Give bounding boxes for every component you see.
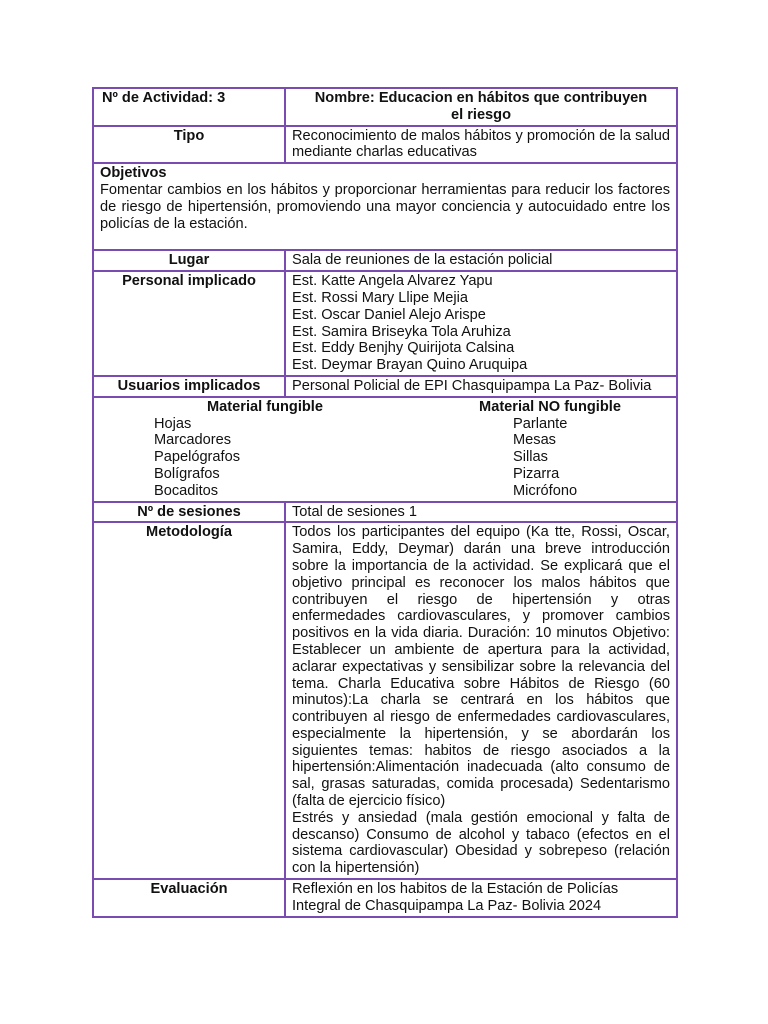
material-fungible-list — [100, 416, 410, 500]
list-item: Pizarra — [513, 465, 560, 482]
material-no-fungible-list — [410, 416, 670, 500]
lugar-row — [93, 250, 677, 271]
list-item: Micrófono — [513, 482, 578, 499]
metodologia-paragraph-2: Estrés y ansiedad (mala gestión emocional y falta de descanso) Consumo de alcohol y tabaco (efectos en el sistema cardiovascular) Obesidad y sobrepeso (relación con la hipertensión) — [292, 809, 670, 877]
material-columns — [100, 399, 670, 500]
evaluacion-value: Reflexión en los habitos de la Estación de Policías Integral de Chasquipampa La Paz- Bolivia 2024 — [285, 879, 677, 917]
evaluacion-label: Evaluación — [93, 879, 285, 917]
activity-table — [92, 87, 678, 918]
material-fungible-column — [100, 399, 410, 500]
activity-name-line2: el riesgo — [450, 106, 512, 123]
list-item: Marcadores — [154, 432, 232, 449]
list-item: Hojas — [154, 415, 192, 432]
material-cell — [93, 397, 677, 502]
objetivos-label: Objetivos — [100, 165, 167, 182]
activity-name-cell — [285, 88, 677, 126]
metodologia-paragraph-1: Todos los participantes del equipo (Ka tte, Rossi, Oscar, Samira, Eddy, Deymar) darán una breve introducción sobre la importancia de la actividad. Se explicará que el objetivo principal es reconocer los malos hábitos que contribuyen el riesgo de hipertensión y otras enfermedades cardiovasculares, y promover cambios positivos en la vida diaria. Duración: 10 minutos Objetivo: Establecer un ambiente de apertura para la actividad, aclarar expectativas y sensibilizar sobre la relevancia del tema. Charla Educativa sobre Hábitos de Riesgo (60 minutos):La charla se centrará en los hábitos que contribuyen al riesgo de enfermedades cardiovasculares, especialmente la hipertensión, y se abordarán los siguientes temas: habitos de riesgo asociados a la hipertensión:Alimentación inadecuada (alto consumo de sal, grasas saturadas, comida procesada) Sedentarismo (falta de ejercicio físico) — [292, 524, 670, 810]
tipo-value: Reconocimiento de malos hábitos y promoción de la salud mediante charlas educativas — [285, 126, 677, 164]
lugar-value: Sala de reuniones de la estación policial — [285, 250, 677, 271]
material-no-fungible-column — [410, 399, 670, 500]
activity-sheet — [92, 87, 676, 918]
lugar-label: Lugar — [93, 250, 285, 271]
personal-label: Personal implicado — [93, 271, 285, 376]
tipo-label: Tipo — [93, 126, 285, 164]
list-item: Est. Katte Angela Alvarez Yapu — [292, 273, 493, 290]
list-item: Bolígrafos — [154, 465, 220, 482]
list-item: Sillas — [513, 449, 548, 466]
material-row — [93, 397, 677, 502]
list-item: Est. Rossi Mary Llipe Mejia — [292, 289, 468, 306]
list-item: Est. Deymar Brayan Quino Aruquipa — [292, 357, 528, 374]
list-item: Mesas — [513, 432, 556, 449]
activity-number: Nº de Actividad: 3 — [93, 88, 285, 126]
usuarios-value: Personal Policial de EPI Chasquipampa La Paz- Bolivia — [285, 376, 677, 397]
list-item: Est. Oscar Daniel Alejo Arispe — [292, 306, 486, 323]
sesiones-row — [93, 502, 677, 523]
material-fungible-label: Material fungible — [207, 398, 323, 415]
list-item: Parlante — [513, 415, 568, 432]
list-item: Est. Eddy Benjhy Quirijota Calsina — [292, 340, 515, 357]
evaluacion-row — [93, 879, 677, 917]
objetivos-text: Fomentar cambios en los hábitos y proporcionar herramientas para reducir los factores de riesgo de hipertensión, promoviendo una mayor conciencia y autocuidado entre los policías de la estación. — [100, 181, 670, 232]
metodologia-cell — [285, 522, 677, 879]
list-item: Papelógrafos — [154, 449, 241, 466]
material-no-fungible-label: Material NO fungible — [479, 398, 621, 415]
tipo-row — [93, 126, 677, 164]
sesiones-label: Nº de sesiones — [93, 502, 285, 523]
list-item: Est. Samira Briseyka Tola Aruhiza — [292, 323, 511, 340]
personal-list — [285, 271, 677, 376]
usuarios-row — [93, 376, 677, 397]
header-row — [93, 88, 677, 126]
objetivos-cell — [93, 163, 677, 250]
list-item: Bocaditos — [154, 482, 219, 499]
usuarios-label: Usuarios implicados — [93, 376, 285, 397]
activity-name-line1: Nombre: Educacion en hábitos que contribuyen — [314, 90, 648, 106]
personal-row — [93, 271, 677, 376]
sesiones-value: Total de sesiones 1 — [285, 502, 677, 523]
objetivos-row — [93, 163, 677, 250]
metodologia-row — [93, 522, 677, 879]
metodologia-label: Metodología — [93, 522, 285, 879]
